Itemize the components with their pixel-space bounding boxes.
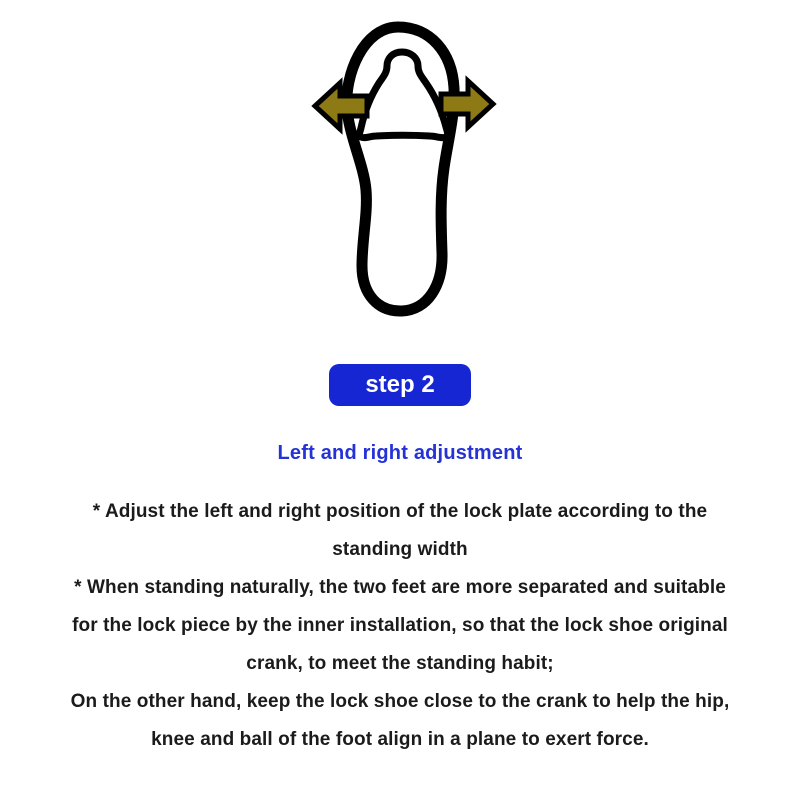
step-badge: step 2 <box>329 364 471 406</box>
instruction-line: standing width <box>332 539 468 560</box>
instruction-text <box>40 493 760 759</box>
instruction-line: crank, to meet the standing habit; <box>246 653 554 674</box>
section-heading: Left and right adjustment <box>277 442 523 464</box>
instruction-line: knee and ball of the foot align in a plane to exert force. <box>151 729 649 750</box>
instruction-line: * When standing naturally, the two feet are more separated and suitable <box>74 577 726 598</box>
instruction-line: On the other hand, keep the lock shoe close to the crank to help the hip, <box>70 691 730 712</box>
instruction-line: for the lock piece by the inner installation, so that the lock shoe original <box>72 615 728 636</box>
instruction-line: * Adjust the left and right position of the lock plate according to the <box>92 501 708 522</box>
cleat-adjustment-figure <box>300 18 500 330</box>
